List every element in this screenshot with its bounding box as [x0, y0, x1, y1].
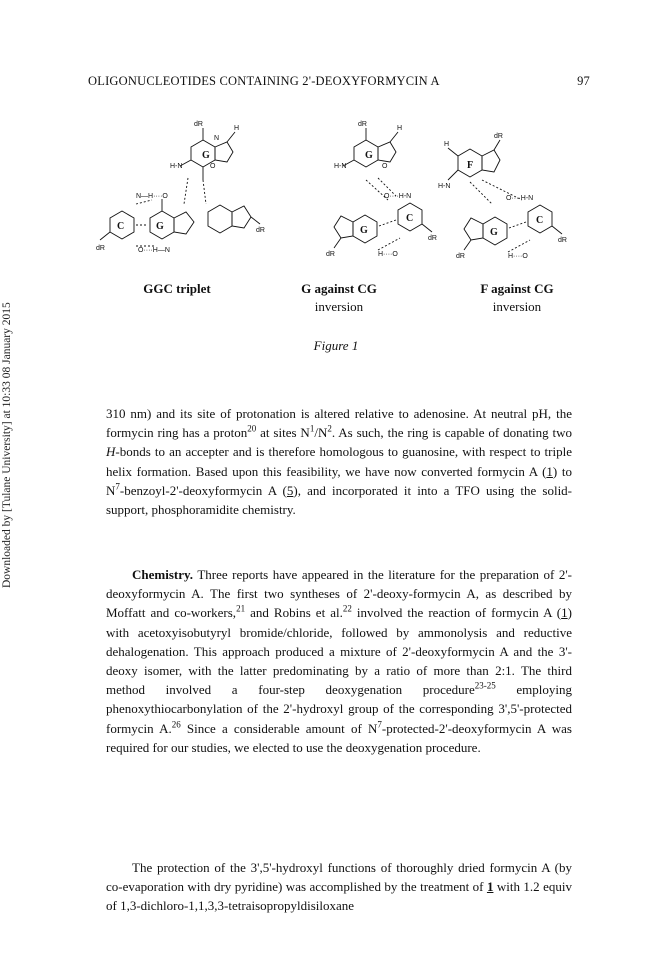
figure-caption: Figure 1: [313, 338, 359, 353]
ring-letter-c-3: C: [536, 215, 544, 226]
download-watermark: Downloaded by [Tulane University] at 10:33 08 January 2015: [1, 302, 13, 588]
svg-text:O····H-N: O····H-N: [384, 193, 412, 200]
svg-text:dR: dR: [428, 235, 437, 242]
svg-text:dR: dR: [96, 245, 105, 252]
svg-text:O: O: [382, 163, 388, 170]
ring-letter-c-left: C: [117, 221, 125, 232]
ring-letter-g-top-2: G: [365, 150, 373, 161]
svg-text:O: O: [210, 163, 216, 170]
panel-caption-f-cg: [452, 280, 582, 316]
svg-text:H: H: [444, 141, 450, 148]
paragraph-1: 310 nm) and its site of protonation is altered relative to adenosine. At neutral pH, the formycin ring has a proton$^{20}$ at sites $N^1/N^2$. As such, the ring is capable of donating two H-bonds to an accepter and is therefore homologous to guanosine, with respect to triple helix formation. Based upon this feasibility, we have now converted formycin A (1) to $N^7-benzoyl-2'$-deoxyformycin A (5), and incorporated it into a TFO using the solid-support, phosphoramidite chemistry.: [106, 406, 573, 518]
ggc-triplet-structure: [96, 121, 265, 254]
section-heading-chemistry: Chemistry.: [132, 567, 194, 582]
ring-letter-g-3: G: [490, 227, 498, 238]
paragraph-2: Chemistry. Three reports have appeared in the literature for the preparation of 2'-deoxyformycin A. The first two syntheses of 2'-deoxy-formycin A, as described by Moffatt and co-workers,$^{21}$ and Robins et al.$^{22}$ involved the reaction of formycin A (1) with acetoxyisobutyryl bromide/chloride, followed by ammonolysis and reductive dehalogenation. This approach produced a mixture of 2'-deoxyformycin A and the 3'-deoxy isomer, with the latter predominating by a ratio of more than 2:1. The third method involved a four-step deoxygenation procedure$^{23-25}$ employing phenoxythiocarbonylation of the 2'-hydroxyl group of the corresponding 3',5'-protected formycin A.$^{26}$ Since a considerable amount of $N^7-protected-2'$-deoxyformycin A was required for our studies, we elected to use the deoxygenation procedure.: [106, 567, 572, 755]
panel-subtitle-f-cg: inversion: [492, 299, 542, 314]
svg-text:H····O: H····O: [508, 253, 528, 260]
panel-title-g-cg: G against CG: [301, 281, 377, 296]
svg-text:H-N: H-N: [334, 163, 347, 170]
svg-text:H-N: H-N: [170, 163, 183, 170]
svg-text:H····O: H····O: [378, 251, 398, 258]
svg-text:dR: dR: [494, 133, 503, 140]
ring-letter-f-3: F: [467, 160, 474, 171]
f-against-cg-structure: [438, 133, 567, 260]
ring-letter-g-top: G: [202, 150, 210, 161]
svg-text:dR: dR: [558, 237, 567, 244]
panel-title-ggc: GGC triplet: [143, 281, 211, 296]
svg-text:H-N: H-N: [438, 183, 451, 190]
panel-caption-g-cg: [274, 280, 404, 316]
svg-text:N: N: [214, 135, 220, 142]
panel-caption-ggc: [112, 280, 242, 298]
ring-letter-c-2: C: [406, 213, 414, 224]
svg-text:dR: dR: [326, 251, 335, 258]
svg-text:dR: dR: [256, 227, 265, 234]
ring-letter-g-bottom-2: G: [360, 225, 368, 236]
page-number: 97: [577, 74, 590, 88]
running-header: [88, 74, 590, 89]
svg-text:dR: dR: [194, 121, 203, 128]
panel-subtitle-g-cg: inversion: [314, 299, 364, 314]
g-against-cg-structure: [326, 121, 437, 258]
svg-text:H: H: [234, 125, 240, 132]
svg-text:dR: dR: [358, 121, 367, 128]
svg-text:N—H····O: N—H····O: [136, 193, 168, 200]
header-title: OLIGONUCLEOTIDES CONTAINING 2'-DEOXYFORMYCIN A: [88, 74, 440, 88]
svg-text:O····H—N: O····H—N: [138, 247, 170, 254]
svg-text:O····H-N: O····H-N: [506, 195, 534, 202]
paragraph-3: The protection of the 3',5'-hydroxyl functions of thoroughly dried formycin A (by co-evaporation with dry pyridine) was accomplished by the treatment of 1 with 1.2 equiv of 1,3-dichloro-1,1,3,3-tetraisopropyldisiloxane: [106, 860, 572, 914]
svg-text:dR: dR: [456, 253, 465, 260]
panel-title-f-cg: F against CG: [480, 281, 554, 296]
ring-letter-g-mid: G: [156, 221, 164, 232]
svg-text:H: H: [397, 125, 403, 132]
